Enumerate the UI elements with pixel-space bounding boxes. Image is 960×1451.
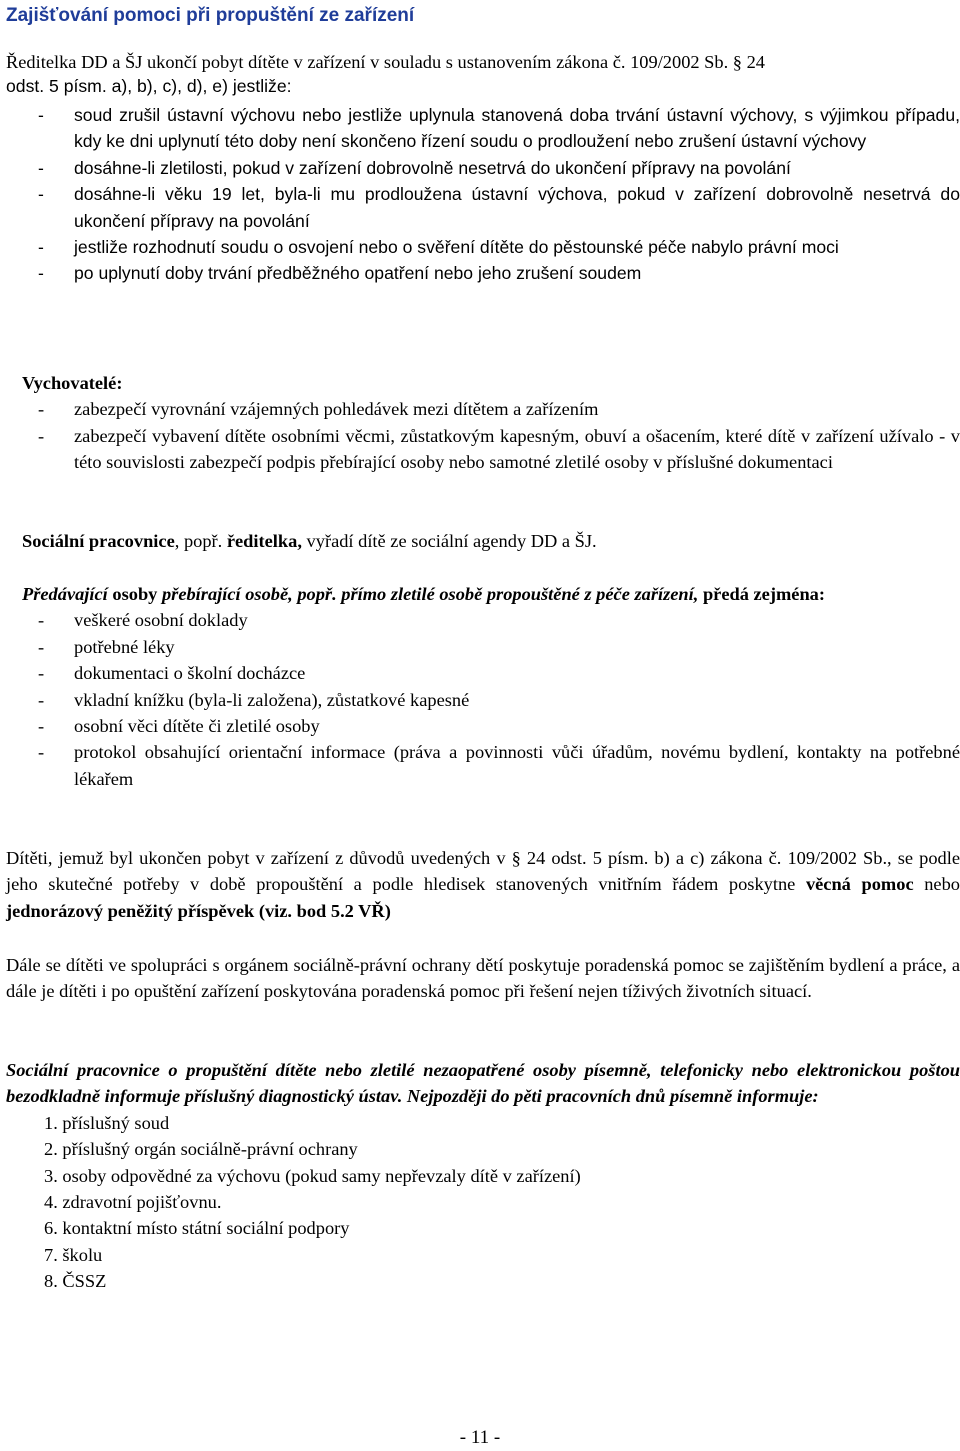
conditions-list: [22, 102, 960, 287]
section-heading: Zajišťování pomoci při propuštění ze zařízení: [6, 5, 415, 26]
material-aid: věcná pomoc: [805, 874, 914, 895]
handover-item: veškeré osobní doklady: [74, 610, 248, 631]
handover-bold: předá zejména:: [698, 584, 825, 604]
counseling-paragraph: Dále se dítěti ve spolupráci s orgánem sociálně-právní ochrany dětí poskytuje poradenská pomoc se zajištěním bydlení a práce, a dále je dítěti i po opuštění zařízení poskytována poradenská pomoc při řešení nejen tíživých životních situací.: [6, 955, 960, 1002]
list-item: [22, 687, 960, 713]
recipient: 6. kontaktní místo státní sociální podpory: [44, 1218, 350, 1239]
social-text: , popř.: [174, 531, 227, 551]
list-item: [22, 155, 960, 181]
condition-text: soud zrušil ústavní výchovu nebo jestliže uplynula stanovená doba trvání ústavní výchovy, s výjimkou případu, kdy ke dni uplynutí této doby není skončeno řízení soudu o prodloužení nebo zrušení ústavní výchovy: [74, 105, 960, 152]
handover-item: protokol obsahující orientační informace (práva a povinnosti vůči úřadům, novému bydlení, kontakty na potřebné lékařem: [74, 742, 960, 789]
director-label: ředitelka,: [226, 531, 302, 551]
recipient: 4. zdravotní pojišťovnu.: [44, 1192, 222, 1213]
educator-duty: zabezpečí vyrovnání vzájemných pohledávek mezi dítětem a zařízením: [74, 399, 599, 420]
list-item: [6, 1242, 960, 1268]
intro-line-2: odst. 5 písm. a), b), c), d), e) jestliže:: [6, 76, 292, 97]
educators-section: [22, 370, 960, 476]
list-item: [22, 102, 960, 155]
educator-duty: zabezpečí vybavení dítěte osobními věcmi, zůstatkovým kapesným, obuví a ošacením, které dítě v zařízení užívalo - v této souvislosti zabezpečí podpis přebírající osoby nebo samotné zletilé osoby v příslušné dokumentaci: [74, 425, 960, 473]
list-item: [22, 234, 960, 260]
intro-line-1: Ředitelka DD a ŠJ ukončí pobyt dítěte v zařízení v souladu s ustanovením zákona č. 109/2002 Sb. § 24: [6, 52, 765, 72]
handover-item: potřebné léky: [74, 636, 175, 657]
list-item: [22, 660, 960, 686]
list-item: [22, 260, 960, 286]
handover-item: dokumentaci o školní docházce: [74, 663, 306, 684]
notification-section: [6, 1057, 960, 1295]
list-item: [6, 1136, 960, 1162]
page-number: - 11 -: [459, 1427, 501, 1448]
handover-italic: přebírající osobě, popř. přímo zletilé osobě propouštěné z péče zařízení,: [161, 584, 699, 604]
recipient: 8. ČSSZ: [44, 1271, 107, 1292]
recipient: 3. osoby odpovědné za výchovu (pokud samy nepřevzaly dítě v zařízení): [44, 1165, 581, 1186]
list-item: [22, 739, 960, 792]
condition-text: dosáhne-li věku 19 let, byla-li mu prodloužena ústavní výchova, pokud v zařízení dobrovolně nesetrvá do ukončení přípravy na povolání: [74, 184, 960, 231]
condition-text: po uplynutí doby trvání předběžného opatření nebo jeho zrušení soudem: [74, 263, 642, 284]
notification-text: Sociální pracovnice o propuštění dítěte nebo zletilé nezaopatřené osoby písemně, telefonicky nebo elektronickou poštou bezodkladně informuje příslušný diagnostický ústav. Nejpozději do pěti pracovních dnů písemně informuje:: [6, 1060, 960, 1107]
condition-text: jestliže rozhodnutí soudu o osvojení nebo o svěření dítěte do pěstounské péče nabylo právní moci: [74, 237, 839, 258]
recipient: 7. školu: [44, 1244, 103, 1265]
intro-paragraph: [6, 49, 960, 100]
aid-text: nebo: [913, 874, 960, 895]
condition-text: dosáhne-li zletilosti, pokud v zařízení dobrovolně nesetrvá do ukončení přípravy na povolání: [74, 157, 791, 178]
handover-item: osobní věci dítěte či zletilé osoby: [74, 716, 320, 737]
list-item: [6, 1110, 960, 1136]
list-item: [6, 1189, 960, 1215]
social-worker-paragraph: [22, 528, 960, 554]
handover-item: vkladní knížku (byla-li založena), zůstatkové kapesné: [74, 689, 470, 710]
handover-bold: osoby: [107, 584, 162, 604]
list-item: [22, 607, 960, 633]
list-item: [6, 1163, 960, 1189]
list-item: [22, 713, 960, 739]
recipient: 1. příslušný soud: [44, 1112, 170, 1133]
educators-title: Vychovatelé:: [22, 373, 123, 393]
social-worker-label: Sociální pracovnice: [22, 531, 175, 551]
list-item: [6, 1215, 960, 1241]
list-item: [22, 396, 960, 422]
handover-intro: [22, 581, 960, 607]
recipient: 2. příslušný orgán sociálně-právní ochrany: [44, 1139, 358, 1160]
handover-section: [22, 581, 960, 792]
list-item: [22, 634, 960, 660]
list-item: [22, 181, 960, 234]
list-item: [22, 423, 960, 476]
financial-aid: jednorázový peněžitý příspěvek (viz. bod 5.2 VŘ): [6, 900, 391, 921]
handover-italic: Předávající: [22, 584, 108, 604]
aid-paragraph: [6, 845, 960, 924]
aid-text: Dítěti, jemuž byl ukončen pobyt v zařízení z důvodů uvedených v § 24 odst. 5 písm. b) a c) zákona č. 109/2002 Sb., se podle jeho skutečné potřeby v době propouštění a podle hledisek stanovených vnitřním řádem poskytne: [6, 848, 960, 895]
list-item: [6, 1268, 960, 1294]
social-text: vyřadí dítě ze sociální agendy DD a ŠJ.: [301, 531, 597, 551]
